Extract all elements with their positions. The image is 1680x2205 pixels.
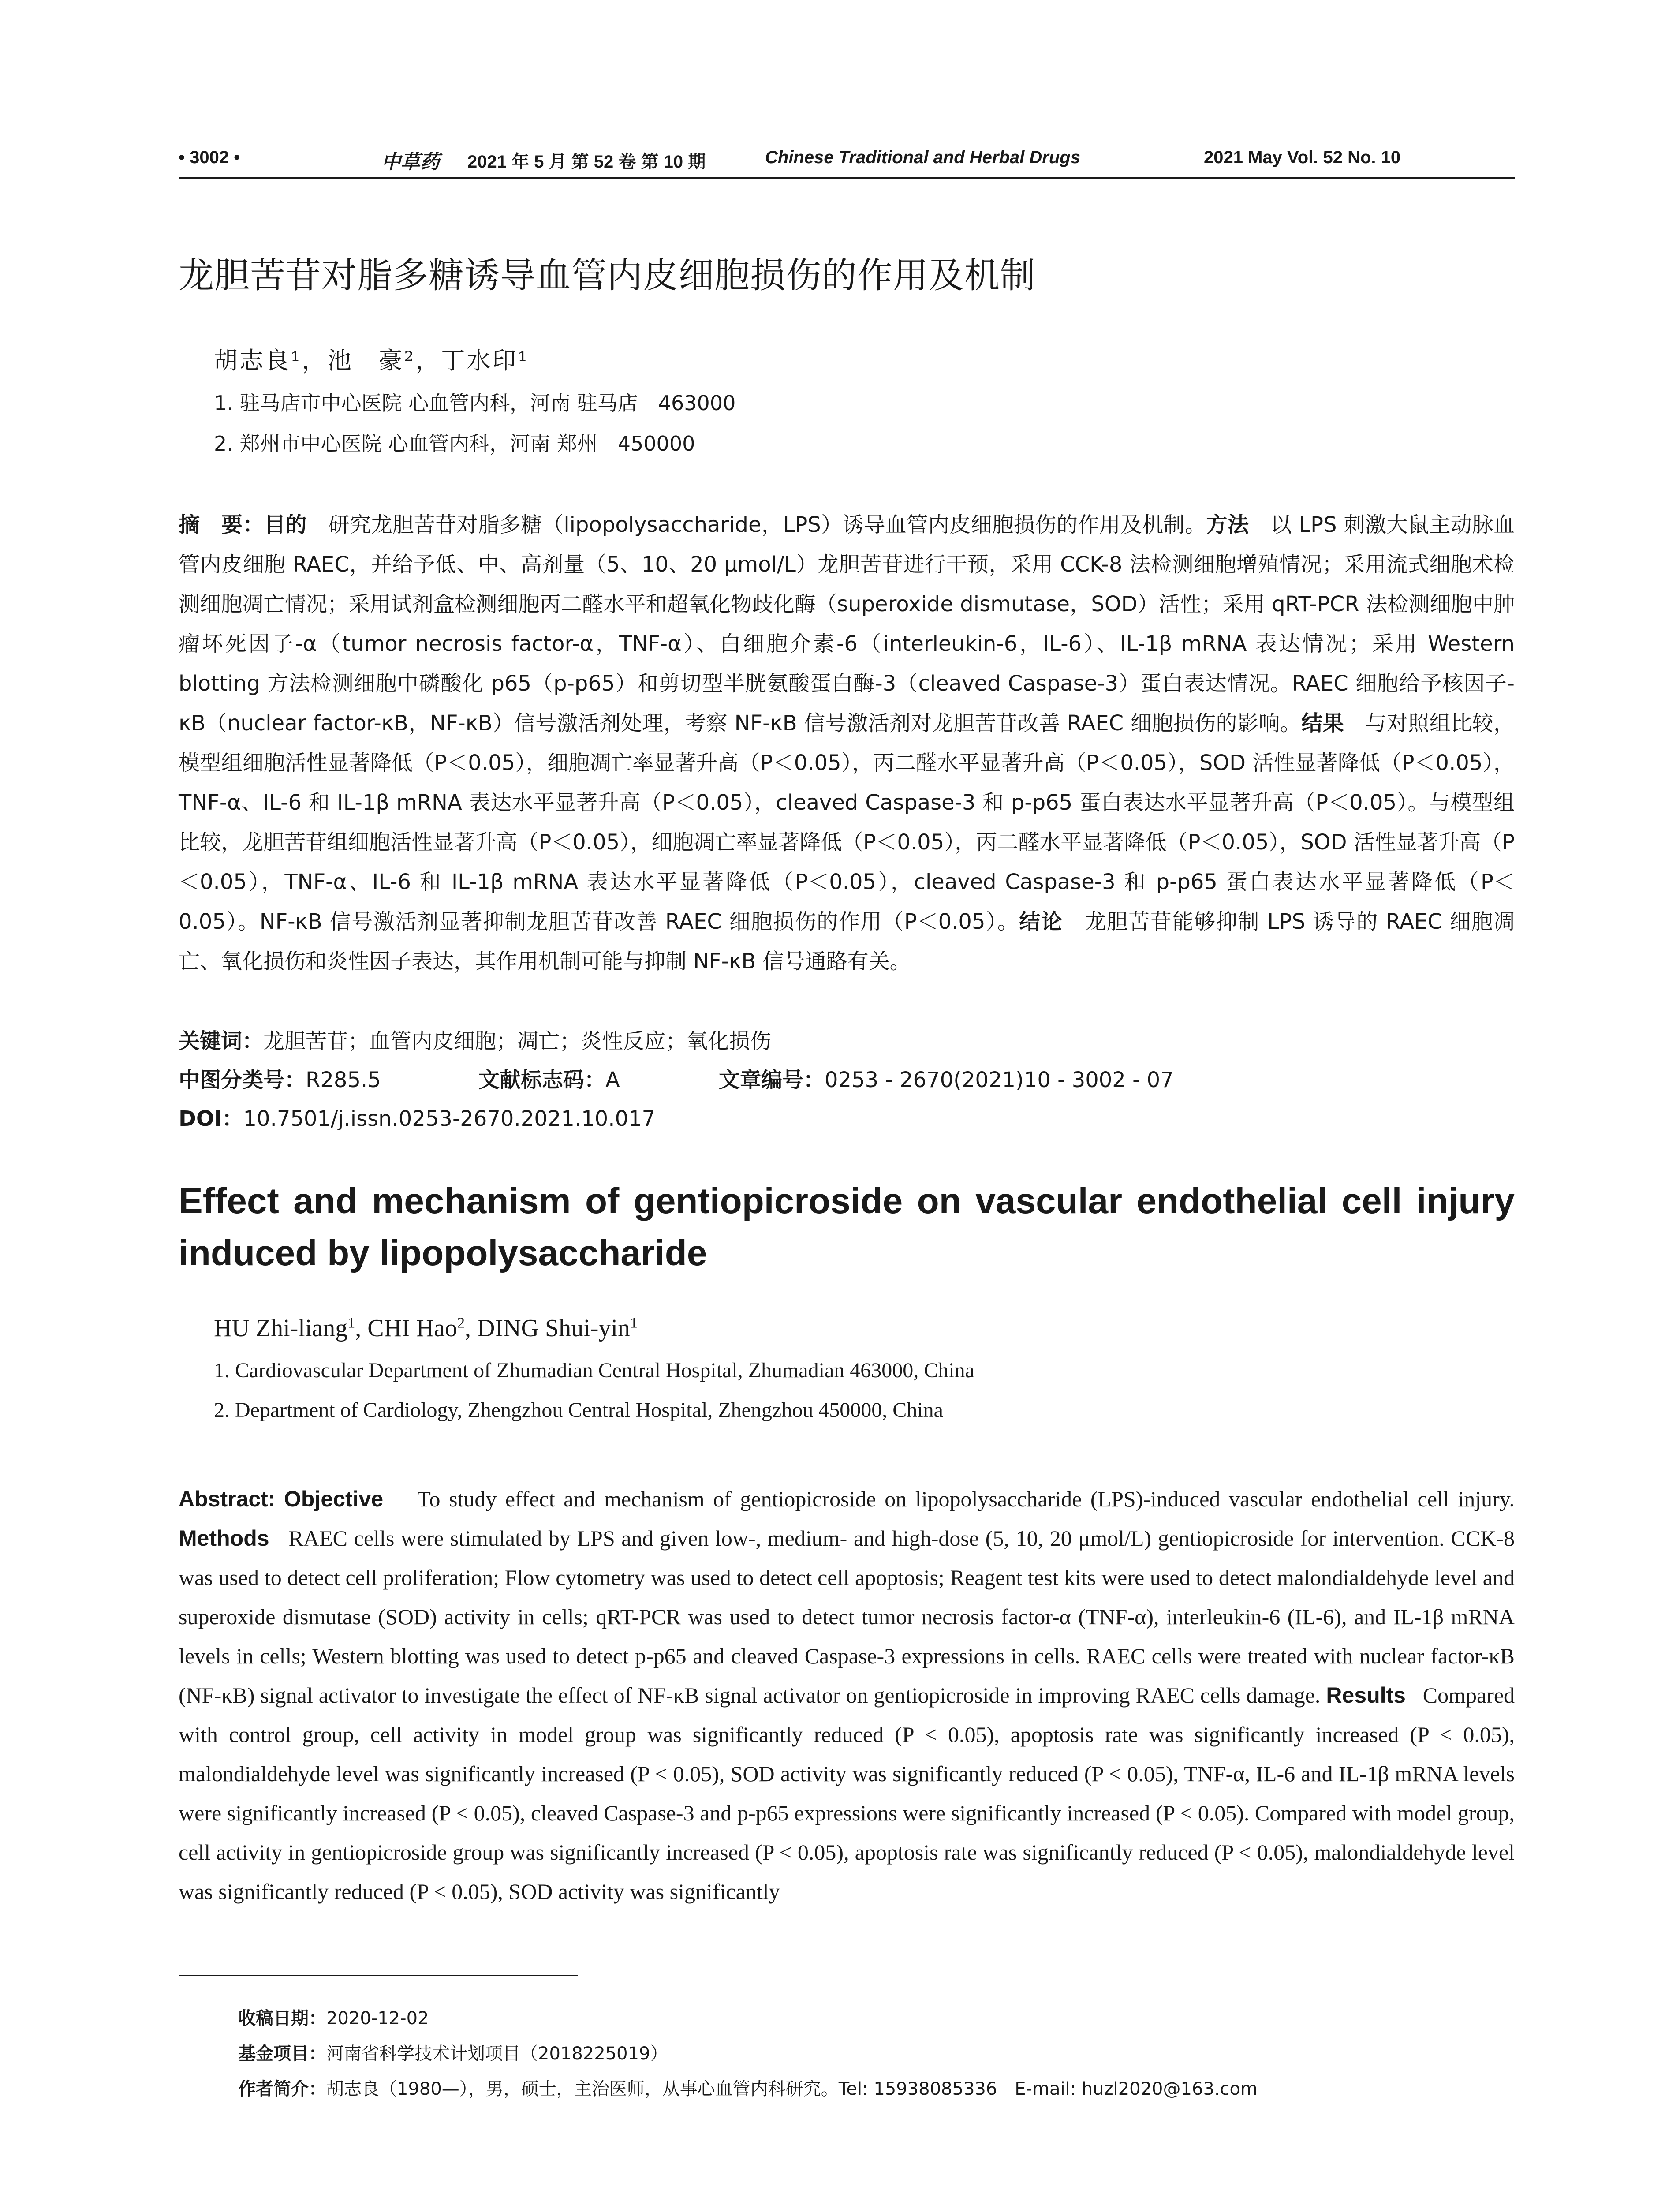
en-objective-label: Objective [284,1487,384,1511]
doi-link[interactable]: 10.7501/j.issn.0253-2670.2021.10.017 [243,1106,656,1131]
footnote-received: 收稿日期：2020-12-02 [238,2008,429,2029]
footnote-funding: 基金项目：河南省科学技术计划项目（2018225019） [238,2044,668,2064]
cn-conclusion-label: 结论 [1019,909,1063,934]
en-title-word: gentiopicroside [633,1181,903,1221]
clc-value: R285.5 [306,1068,381,1092]
en-title-word: Effect [179,1181,279,1221]
en-title-word: and [293,1181,358,1221]
footnote-rule [179,1975,578,1976]
cn-affiliation-2: 2. 郑州市中心医院 心血管内科，河南 郑州 450000 [214,432,695,456]
en-title-word: on [917,1181,961,1221]
en-methods-label: Methods [179,1526,269,1551]
en-results: Compared with control group, cell activity in model group was significantly reduced (P < 0.05), apoptosis rate was significantly increased (P < 0.05), malondialdehyde level was significantly increased (P < 0.05), SOD activity was significantly reduced (P < 0.05), TNF-α, IL-6 and IL-1β mRNA levels were significantly increased (P < 0.05), cleaved Caspase-3 and p-p65 expressions were significantly increased (P < 0.05). Compared with model group, cell activity in gentiopicroside group was significantly increased (P < 0.05), apoptosis rate was significantly reduced (P < 0.05), malondialdehyde level was significantly reduced (P < 0.05), SOD activity was significantly [179,1683,1515,1904]
en-abstract [179,1480,1515,1911]
footnote-author-bio: 作者简介：胡志良（1980—），男，硕士，主治医师，从事心血管内科研究。Tel: 15938085336 E-mail: huzl2020@163.com [238,2079,1258,2099]
en-abstract-label: Abstract: [179,1487,276,1511]
header-rule [179,177,1515,179]
en-title [179,1175,1515,1279]
cn-abstract [179,505,1515,981]
cn-title: 龙胆苦苷对脂多糖诱导血管内皮细胞损伤的作用及机制 [179,255,1036,296]
running-header [179,148,1515,179]
en-title-word: injury [1416,1181,1515,1221]
issue-cn: 2021 年 5 月 第 52 卷 第 10 期 [467,152,706,172]
cn-abstract-label: 摘 要： [179,512,265,537]
cn-authors: 胡志良¹，池 豪²，丁水印¹ [214,347,529,374]
cn-keywords-line [179,1024,771,1054]
cn-results: 与对照组比较，模型组细胞活性显著降低（P＜0.05），细胞凋亡率显著升高（P＜0.05），丙二醛水平显著升高（P＜0.05），SOD 活性显著降低（P＜0.05），TNF-α、IL-6 和 IL-1β mRNA 表达水平显著升高（P＜0.05），cleaved Caspase-3 和 p-p65 蛋白表达水平显著升高（P＜0.05）。与模型组比较，龙胆苦苷组细胞活性显著升高（P＜0.05），细胞凋亡率显著降低（P＜0.05），丙二醛水平显著降低（P＜0.05），SOD 活性显著升高（P＜0.05），TNF-α、IL-6 和 IL-1β mRNA 表达水平显著降低（P＜0.05），cleaved Caspase-3 和 p-p65 蛋白表达水平显著降低（P＜0.05）。NF-κB 信号激活剂显著抑制龙胆苦苷改善 RAEC 细胞损伤的作用（P＜0.05）。 [179,711,1515,934]
en-authors: HU Zhi-liang$^1$, CHI Hao$^2$, DING Shui-yin$^1$ [214,1315,638,1342]
issue-en: 2021 May Vol. 52 No. 10 [1204,148,1401,167]
cn-objective: 研究龙胆苦苷对脂多糖（lipopolysaccharide，LPS）诱导血管内皮细胞损伤的作用及机制。 [328,512,1206,537]
en-title-word: endothelial [1136,1181,1328,1221]
doccode-label: 文献标志码： [478,1068,606,1092]
article-number: 0253 - 2670(2021)10 - 3002 - 07 [825,1068,1174,1092]
doi-line [179,1102,655,1132]
keywords-label: 关键词： [179,1029,264,1054]
cn-affiliation-1: 1. 驻马店市中心医院 心血管内科，河南 驻马店 463000 [214,391,736,415]
en-objective: To study effect and mechanism of gentiopicroside on lipopolysaccharide (LPS)-induced vascular endothelial cell injury. [417,1487,1515,1511]
journal-name-cn: 中草药 [381,151,440,173]
clc-label: 中图分类号： [179,1068,306,1092]
en-title-word: cell [1341,1181,1402,1221]
cn-conclusion: 龙胆苦苷能够抑制 LPS 诱导的 RAEC 细胞凋亡、氧化损伤和炎性因子表达，其作用机制可能与抑制 NF-κB 信号通路有关。 [179,909,1515,974]
doi-label: DOI： [179,1106,243,1131]
cn-methods-label: 方法 [1206,512,1249,537]
article-number-label: 文章编号： [719,1068,825,1092]
page-number: • 3002 • [179,148,240,167]
en-title-line-2: induced by lipopolysaccharide [179,1233,707,1273]
journal-name-en: Chinese Traditional and Herbal Drugs [765,148,1080,167]
cn-objective-label: 目的 [264,512,307,537]
en-affiliation-2: 2. Department of Cardiology, Zhengzhou Central Hospital, Zhengzhou 450000, China [214,1398,943,1422]
en-title-word: mechanism [372,1181,571,1221]
en-results-label: Results [1326,1683,1406,1708]
en-title-word: vascular [975,1181,1122,1221]
keywords: 龙胆苦苷；血管内皮细胞；凋亡；炎性反应；氧化损伤 [263,1029,772,1054]
cn-results-label: 结果 [1301,711,1344,736]
en-affiliation-1: 1. Cardiovascular Department of Zhumadian Central Hospital, Zhumadian 463000, China [214,1359,974,1382]
cn-methods: 以 LPS 刺激大鼠主动脉血管内皮细胞 RAEC，并给予低、中、高剂量（5、10、20 μmol/L）龙胆苦苷进行干预，采用 CCK-8 法检测细胞增殖情况；采用流式细胞术检测细胞凋亡情况；采用试剂盒检测细胞丙二醛水平和超氧化物歧化酶（superoxide dismutase，SOD）活性；采用 qRT-PCR 法检测细胞中肿瘤坏死因子-α（tumor necrosis factor-α，TNF-α）、白细胞介素-6（interleukin-6，IL-6）、IL-1β mRNA 表达情况；采用 Western blotting 方法检测细胞中磷酸化 p65（p-p65）和剪切型半胱氨酸蛋白酶-3（cleaved Caspase-3）蛋白表达情况。RAEC 细胞给予核因子-κB（nuclear factor-κB，NF-κB）信号激活剂处理，考察 NF-κB 信号激活剂对龙胆苦苷改善 RAEC 细胞损伤的影响。 [179,512,1515,736]
en-methods: RAEC cells were stimulated by LPS and given low-, medium- and high-dose (5, 10, 20 μmol/L) gentiopicroside for intervention. CCK-8 was used to detect cell proliferation; Flow cytometry was used to detect cell apoptosis; Reagent test kits were used to detect malondialdehyde level and superoxide dismutase (SOD) activity in cells; qRT-PCR was used to detect tumor necrosis factor-α (TNF-α), interleukin-6 (IL-6), and IL-1β mRNA levels in cells; Western blotting was used to detect p-p65 and cleaved Caspase-3 expressions in cells. RAEC cells were treated with nuclear factor-κB (NF-κB) signal activator to investigate the effect of NF-κB signal activator on gentiopicroside in improving RAEC cells damage. [179,1526,1515,1708]
en-title-word: of [585,1181,620,1221]
doccode-value: A [605,1068,620,1092]
en-title-line-1 [179,1175,1515,1227]
